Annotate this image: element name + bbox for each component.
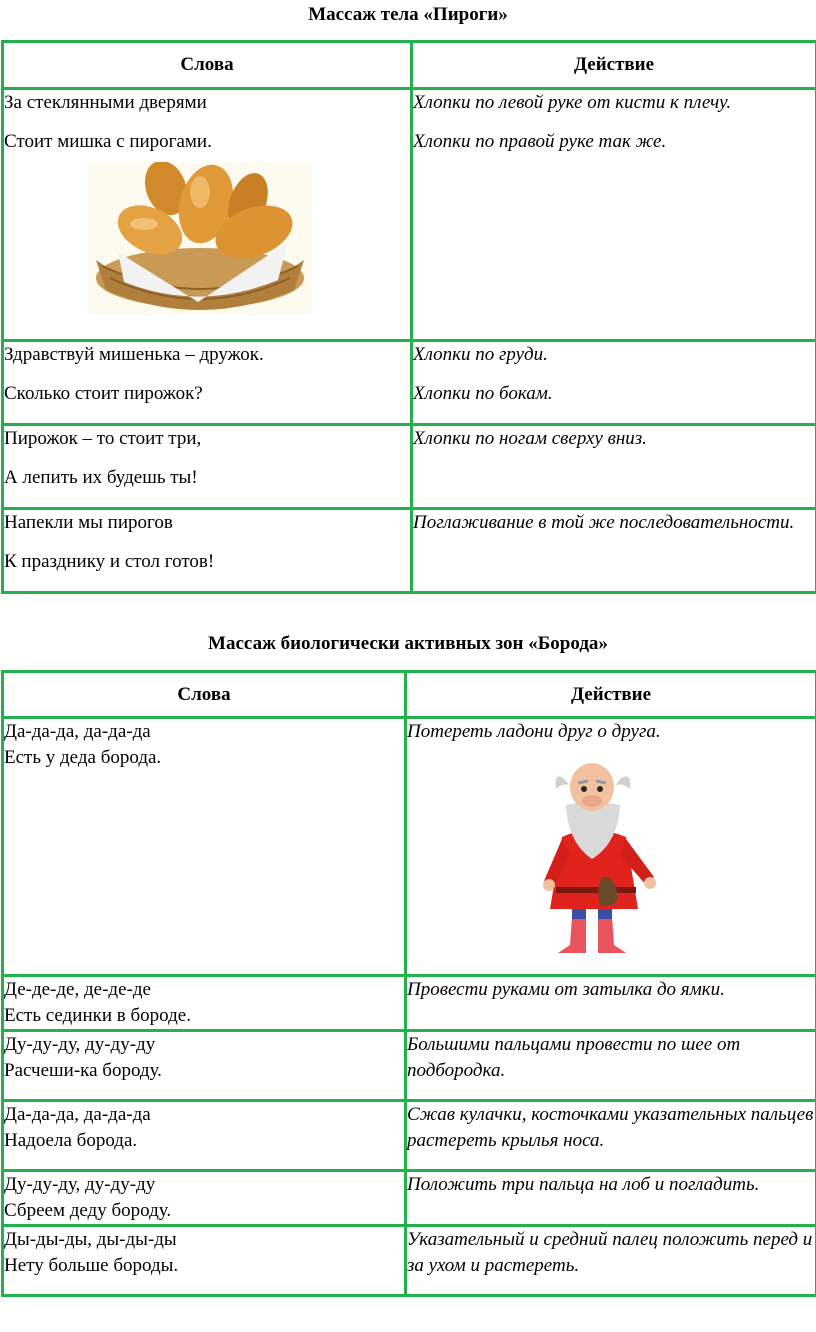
words-cell bbox=[3, 976, 406, 1031]
action-line: Сжав кулачки, косточками указательных пальцев растереть крылья носа. bbox=[407, 1104, 814, 1151]
action-cell bbox=[406, 1101, 816, 1171]
table-header-row bbox=[3, 42, 816, 89]
words-cell bbox=[3, 1171, 406, 1226]
table-row bbox=[3, 425, 816, 509]
action-line: Потереть ладони друг о друга. bbox=[407, 721, 661, 742]
table-row bbox=[3, 1171, 816, 1226]
table-row bbox=[3, 1031, 816, 1101]
verse-line: Ды-ды-ды, ды-ды-ды bbox=[4, 1229, 177, 1250]
table-row bbox=[3, 89, 816, 341]
beard-table bbox=[1, 670, 816, 1297]
words-header: Слова bbox=[3, 672, 406, 718]
action-line: Хлопки по ногам сверху вниз. bbox=[413, 428, 647, 449]
verse-line: Здравствуй мишенька – дружок. bbox=[4, 344, 264, 365]
basket-of-pies-image bbox=[88, 162, 312, 314]
action-cell bbox=[406, 976, 816, 1031]
verse-line: А лепить их будешь ты! bbox=[4, 467, 198, 488]
action-line: Провести руками от затылка до ямки. bbox=[407, 979, 725, 1000]
verse-line: Стоит мишка с пирогами. bbox=[4, 131, 212, 152]
action-cell bbox=[406, 1171, 816, 1226]
words-cell bbox=[3, 1226, 406, 1296]
action-line: Большими пальцами провести по шее от подбородка. bbox=[407, 1034, 741, 1081]
words-cell bbox=[3, 1031, 406, 1101]
action-line: Поглаживание в той же последовательности. bbox=[413, 512, 795, 533]
table-row bbox=[3, 341, 816, 425]
words-cell bbox=[3, 341, 412, 425]
verse-line: За стеклянными дверями bbox=[4, 92, 207, 113]
action-line: Указательный и средний палец положить перед и за ухом и растереть. bbox=[407, 1229, 813, 1276]
verse-line: Сбреем деду бороду. bbox=[4, 1200, 172, 1221]
words-cell bbox=[3, 425, 412, 509]
verse-line: Да-да-да, да-да-да bbox=[4, 1104, 151, 1125]
verse-line: Да-да-да, да-да-да bbox=[4, 721, 151, 742]
grandpa-character-image bbox=[542, 759, 666, 957]
verse-line: Есть у деда борода. bbox=[4, 747, 162, 768]
action-line: Хлопки по левой руке от кисти к плечу. bbox=[413, 92, 732, 113]
verse-line: К празднику и стол готов! bbox=[4, 551, 215, 572]
action-line: Положить три пальца на лоб и погладить. bbox=[407, 1174, 760, 1195]
words-header: Слова bbox=[3, 42, 412, 89]
table-row bbox=[3, 976, 816, 1031]
table-row bbox=[3, 509, 816, 593]
words-cell bbox=[3, 718, 406, 976]
action-cell bbox=[406, 718, 816, 976]
verse-line: Напекли мы пирогов bbox=[4, 512, 173, 533]
verse-line: Надоела борода. bbox=[4, 1130, 138, 1151]
words-cell bbox=[3, 509, 412, 593]
table-row bbox=[3, 718, 816, 976]
action-line: Хлопки по бокам. bbox=[413, 383, 553, 404]
section1-title: Массаж тела «Пироги» bbox=[308, 4, 508, 25]
action-header: Действие bbox=[406, 672, 816, 718]
action-cell bbox=[412, 509, 816, 593]
action-line: Хлопки по груди. bbox=[413, 344, 548, 365]
verse-line: Пирожок – то стоит три, bbox=[4, 428, 202, 449]
table-header-row bbox=[3, 672, 816, 718]
action-cell bbox=[406, 1031, 816, 1101]
table-row bbox=[3, 1101, 816, 1171]
section2-title: Массаж биологически активных зон «Борода» bbox=[208, 633, 608, 654]
action-cell bbox=[412, 341, 816, 425]
verse-line: Есть сединки в бороде. bbox=[4, 1005, 191, 1026]
action-cell bbox=[412, 425, 816, 509]
verse-line: Нету больше бороды. bbox=[4, 1255, 179, 1276]
verse-line: Ду-ду-ду, ду-ду-ду bbox=[4, 1034, 156, 1055]
words-cell bbox=[3, 89, 412, 341]
verse-line: Ду-ду-ду, ду-ду-ду bbox=[4, 1174, 156, 1195]
verse-line: Де-де-де, де-де-де bbox=[4, 979, 151, 1000]
table-row bbox=[3, 1226, 816, 1296]
action-header: Действие bbox=[412, 42, 816, 89]
action-cell bbox=[412, 89, 816, 341]
verse-line: Сколько стоит пирожок? bbox=[4, 383, 203, 404]
pies-table bbox=[1, 40, 816, 594]
verse-line: Расчеши-ка бороду. bbox=[4, 1060, 162, 1081]
action-cell bbox=[406, 1226, 816, 1296]
words-cell bbox=[3, 1101, 406, 1171]
action-line: Хлопки по правой руке так же. bbox=[413, 131, 667, 152]
